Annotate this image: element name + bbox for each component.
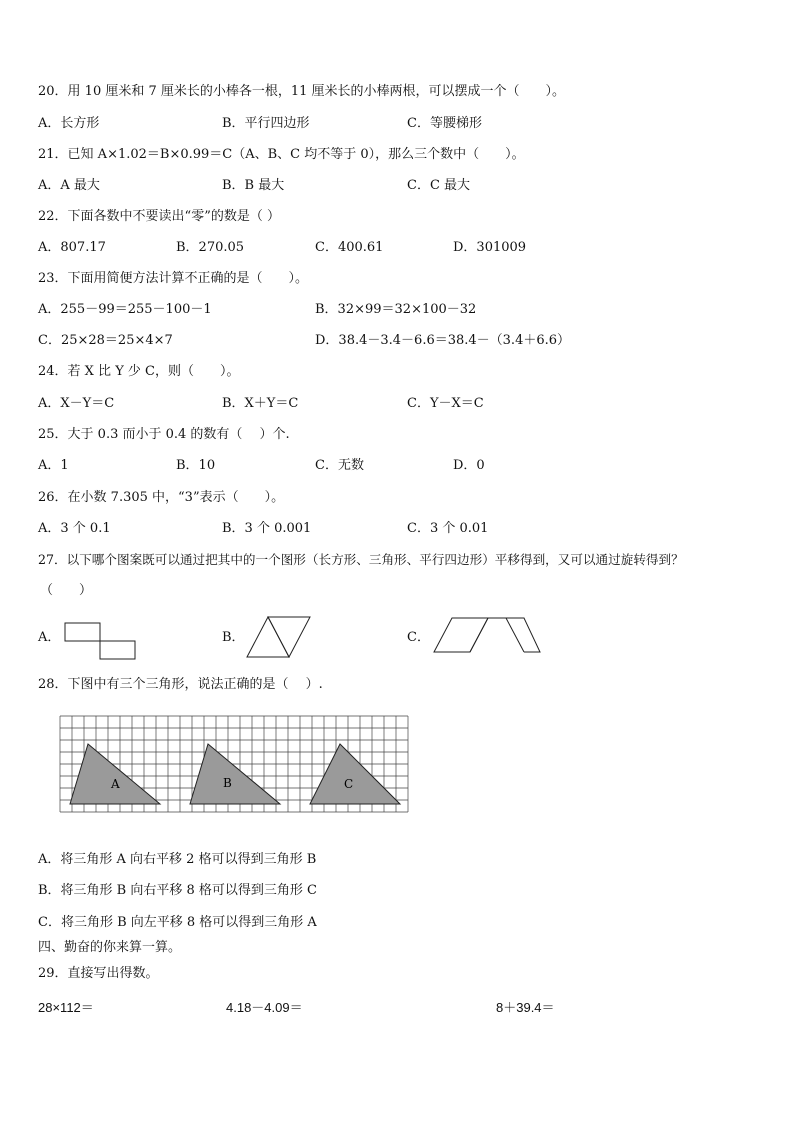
q27-figure-b [242,614,312,660]
q28-option-b: B．将三角形 B 向右平移 8 格可以得到三角形 C [38,883,317,898]
q22-option-c: C．400.61 [315,240,384,255]
q21-stem: 21．已知 A×1.02＝B×0.99＝C（A、B、C 均不等于 0），那么三个数中（ ）。 [38,147,525,162]
triangle-label-c: C [344,777,354,791]
q23-option-b: B．32×99＝32×100－32 [315,302,477,317]
q24-option-c: C．Y－X＝C [407,396,484,411]
q28-option-a: A．将三角形 A 向右平移 2 格可以得到三角形 B [38,852,317,867]
q22-option-d: D．301009 [453,240,527,255]
q29-item-2: 4.18－4.09＝ [226,1000,303,1015]
q22-stem: 22．下面各数中不要读出“零”的数是（ ） [38,209,280,224]
q28-grid-figure [58,714,416,822]
triangle-label-a: A [111,777,120,791]
q22-option-b: B．270.05 [176,240,245,255]
q27-stem: 27．以下哪个图案既可以通过把其中的一个图形（长方形、三角形、平行四边形）平移得到，又可以通过旋转得到？ [38,552,684,567]
q26-option-c: C．3 个 0.01 [407,521,489,536]
q29-stem: 29．直接写出得数。 [38,966,159,981]
q24-option-a: A．X－Y＝C [38,396,115,411]
q27-option-c: C． [407,630,430,645]
q20-stem: 20．用 10 厘米和 7 厘米长的小棒各一根，11 厘米长的小棒两根，可以摆成一个（ ）。 [38,84,566,99]
q23-option-d: D．38.4－3.4－6.6＝38.4－（3.4＋6.6） [315,333,571,348]
q29-item-1: 28×112＝ [38,1000,94,1015]
q20-option-a: A．长方形 [38,116,100,131]
q25-option-d: D．0 [453,458,485,473]
q29-item-3: 8＋39.4＝ [496,1000,555,1015]
q25-option-c: C．无数 [315,458,364,473]
triangle-a [70,744,160,804]
q20-option-b: B．平行四边形 [222,116,310,131]
q26-stem: 26．在小数 7.305 中，“3”表示（ ）。 [38,490,285,505]
triangle-b [190,744,280,804]
q27-stem-cont: （ ） [40,583,93,598]
q27-option-b: B． [222,630,245,645]
q25-option-a: A．1 [38,458,69,473]
q23-option-a: A．255－99＝255－100－1 [38,302,212,317]
q23-stem: 23．下面用简便方法计算不正确的是（ ）。 [38,271,309,286]
q26-option-a: A．3 个 0.1 [38,521,111,536]
q25-option-b: B．10 [176,458,216,473]
triangle-label-b: B [223,776,232,790]
section4-title: 四、勤奋的你来算一算。 [38,940,182,955]
q27-option-a: A． [38,630,61,645]
triangle-c [310,744,400,804]
q20-option-c: C．等腰梯形 [407,116,482,131]
q22-option-a: A．807.17 [38,240,106,255]
q21-option-a: A．A 最大 [38,178,100,193]
q28-option-c: C．将三角形 B 向左平移 8 格可以得到三角形 A [38,915,317,930]
q21-option-c: C．C 最大 [407,178,471,193]
q26-option-b: B．3 个 0.001 [222,521,312,536]
q21-option-b: B．B 最大 [222,178,285,193]
q27-figure-a [60,620,140,662]
q23-option-c: C．25×28＝25×4×7 [38,333,173,348]
q28-stem: 28．下图中有三个三角形，说法正确的是（ ）. [38,677,323,692]
q24-stem: 24．若 X 比 Y 少 C，则（ ）。 [38,364,240,379]
q24-option-b: B．X＋Y＝C [222,396,299,411]
q27-figure-c [430,614,544,656]
q25-stem: 25．大于 0.3 而小于 0.4 的数有（ ）个. [38,427,290,442]
